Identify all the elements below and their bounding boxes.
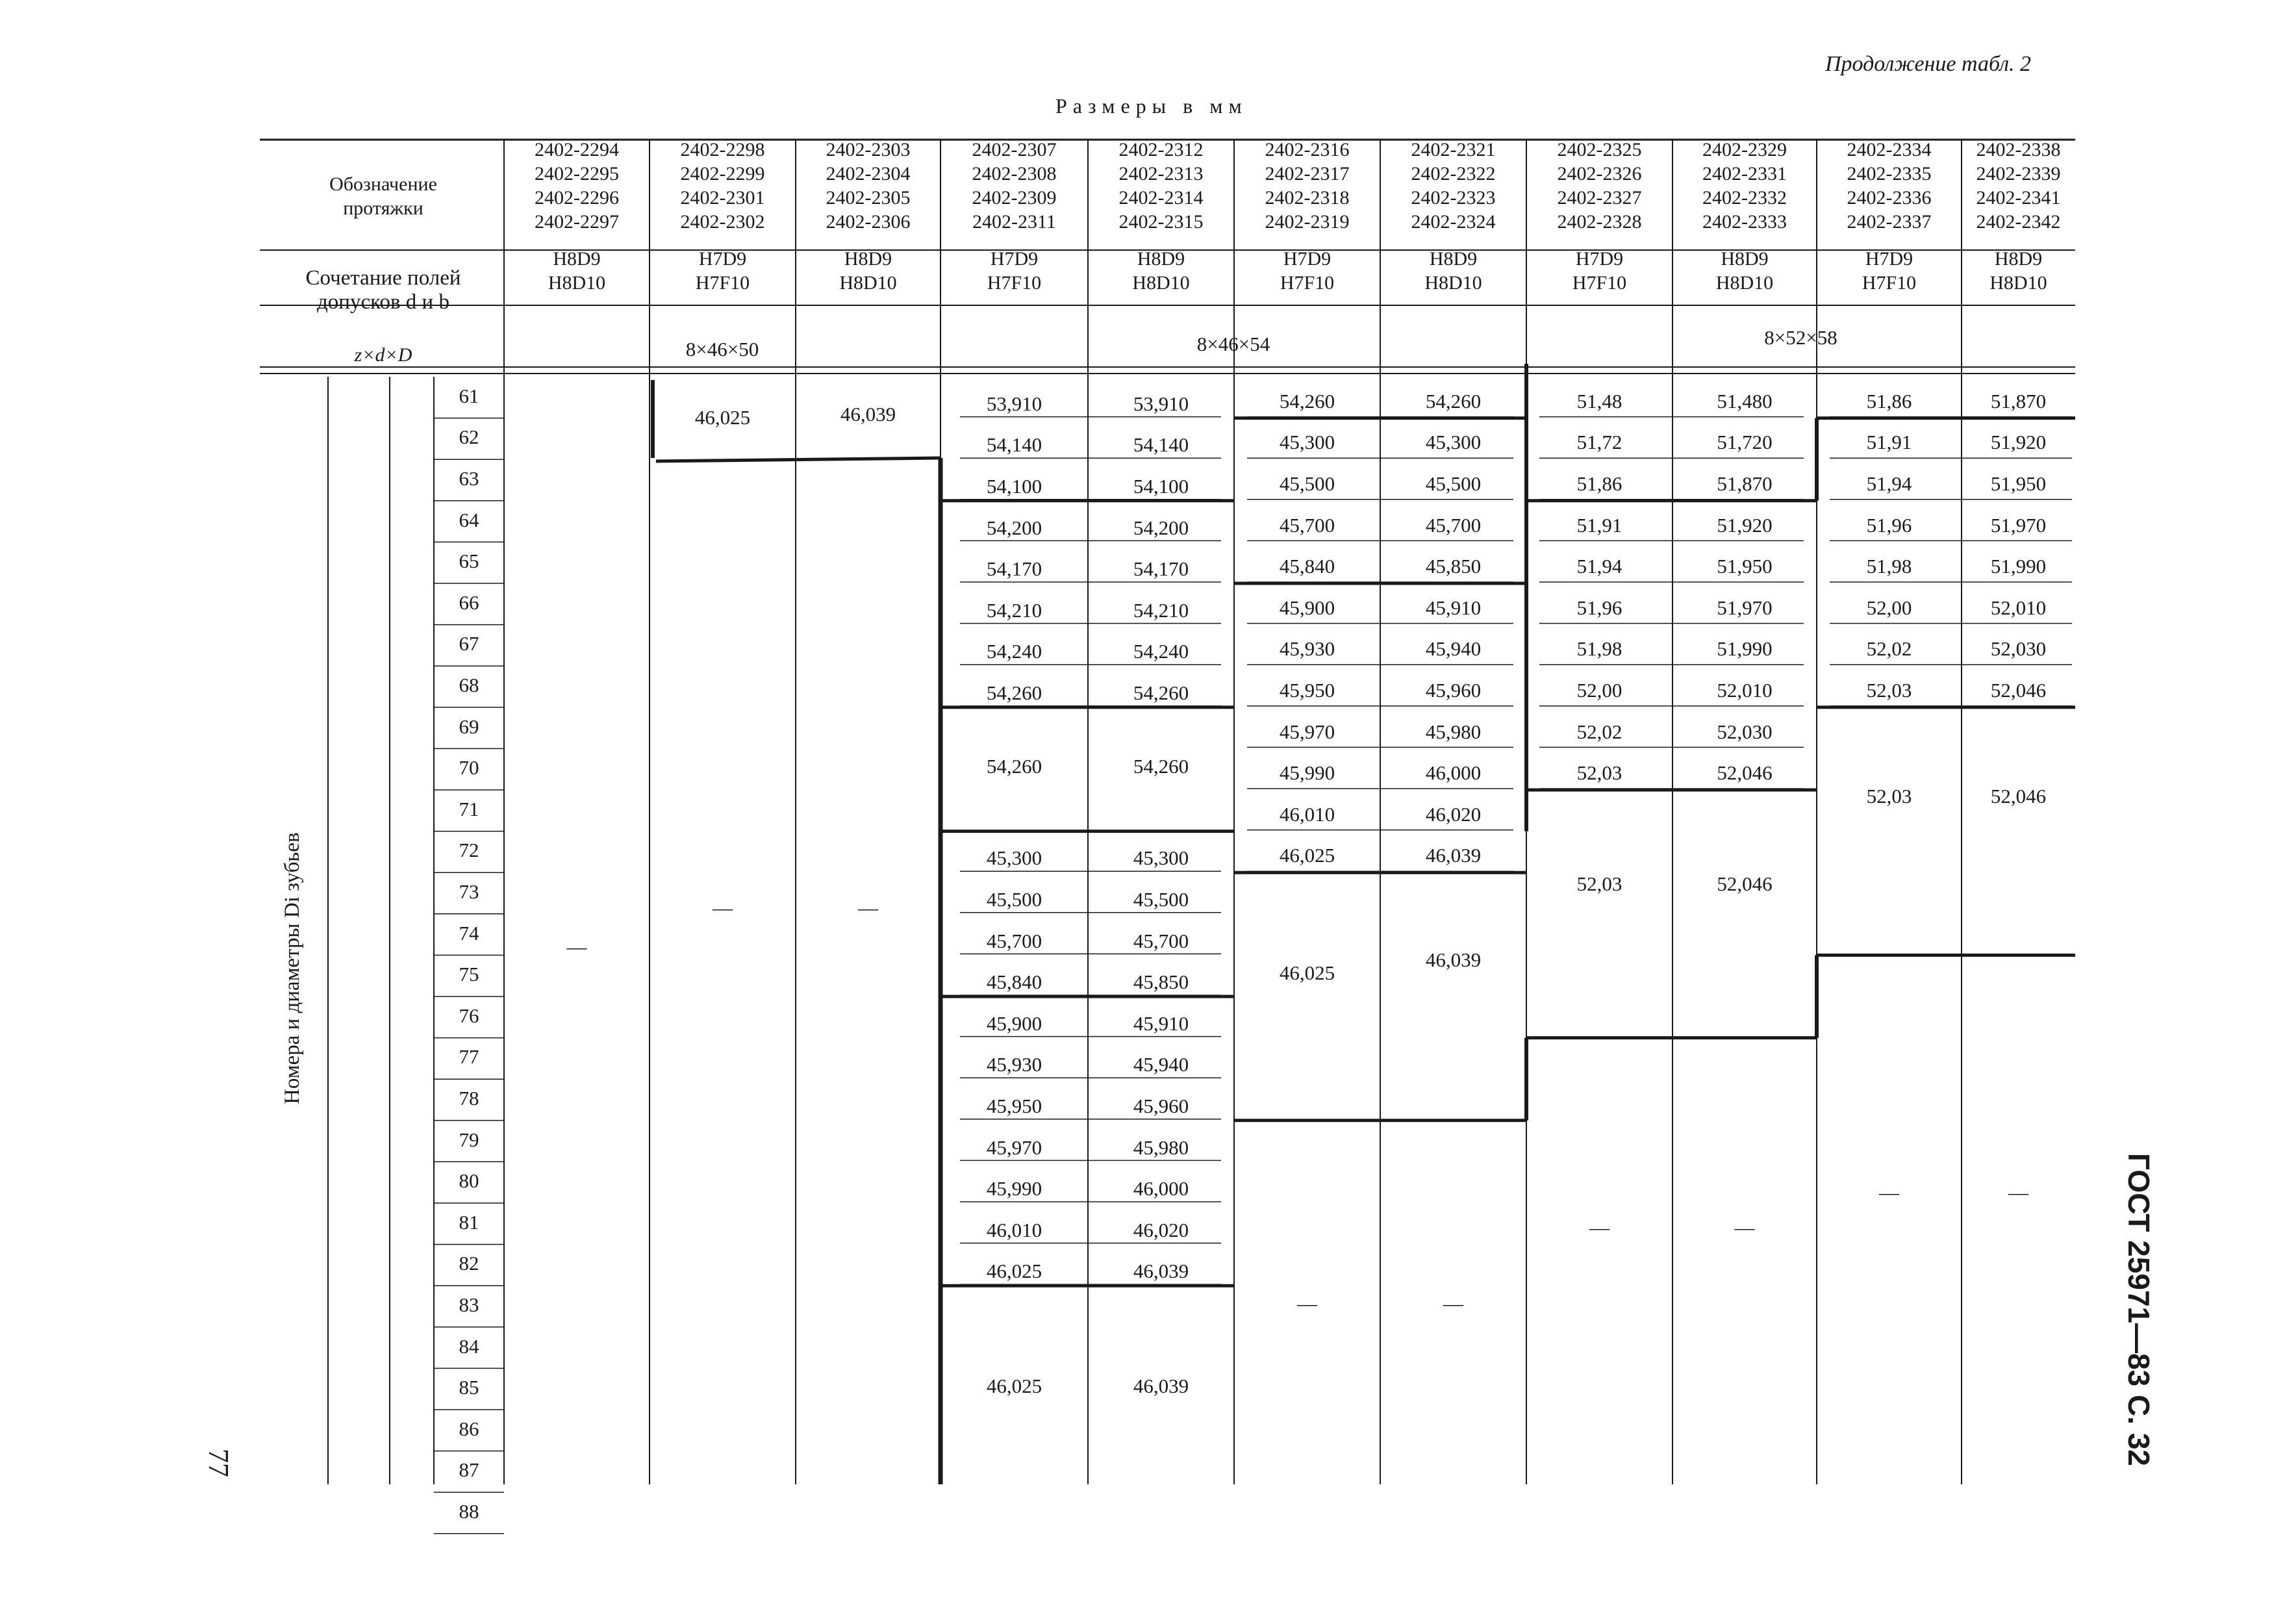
table-cell: 45,700: [986, 929, 1042, 952]
tolerance-code: H7D9: [1283, 248, 1332, 270]
table-cell: 45,700: [1133, 929, 1189, 952]
designation-code: 2402-2336: [1847, 187, 1932, 209]
tolerance-code: H8D10: [1989, 272, 2047, 294]
table-cell: 51,970: [1717, 596, 1773, 619]
table-cell: 52,00: [1576, 679, 1622, 702]
designation-code: 2402-2337: [1847, 211, 1932, 233]
row-number: 86: [459, 1417, 479, 1440]
table-cell: 45,960: [1133, 1095, 1189, 1117]
designation-code: 2402-2304: [826, 163, 911, 184]
designation-code: 2402-2301: [680, 187, 765, 209]
tolerance-code: H8D10: [1132, 272, 1190, 294]
table-cell: 51,94: [1576, 555, 1622, 578]
table-cell: 54,260: [1133, 681, 1189, 704]
tolerance-code: H7D9: [1865, 248, 1913, 270]
table-cell: 45,300: [1279, 431, 1335, 454]
designation-code: 2402-2331: [1702, 163, 1787, 184]
table-cell: 46,039: [1133, 1375, 1189, 1398]
table-cell: 51,990: [1717, 637, 1773, 661]
designation-code: 2402-2327: [1557, 187, 1642, 209]
designation-code: 2402-2313: [1118, 163, 1204, 184]
table-cell: 45,300: [1133, 846, 1189, 870]
table-cell: 52,046: [1990, 679, 2047, 702]
size-group: 8×46×50: [685, 338, 759, 361]
page-number: 77: [203, 1449, 234, 1477]
designation-code: 2402-2329: [1702, 139, 1787, 160]
designation-code: 2402-2295: [535, 163, 619, 184]
table-cell: 45,910: [1133, 1011, 1189, 1035]
table-cell: 45,940: [1133, 1053, 1189, 1076]
designation-code: 2402-2325: [1557, 139, 1642, 160]
table-cell: 51,86: [1576, 472, 1622, 495]
tolerance-code: H8D10: [548, 272, 606, 294]
designation-code: 2402-2305: [826, 187, 911, 209]
tolerance-code: H8D10: [839, 272, 897, 294]
tolerance-code: H8D9: [1994, 248, 2043, 270]
units-label: Размеры в мм: [1055, 94, 1248, 118]
designation-code: 2402-2332: [1702, 187, 1787, 209]
table-cell: 45,840: [1279, 555, 1335, 578]
tolerance-code: H7F10: [695, 272, 750, 294]
empty-dash: —: [2008, 1181, 2028, 1204]
table-cell: 45,980: [1133, 1136, 1189, 1159]
row-number: 88: [459, 1500, 479, 1523]
table-cell: 51,98: [1866, 555, 1912, 578]
table-cell: 54,260: [1279, 389, 1335, 412]
table-cell: 46,010: [1279, 802, 1335, 826]
empty-dash: —: [1589, 1216, 1610, 1239]
designation-code: 2402-2309: [972, 187, 1057, 209]
row-number: 72: [459, 839, 479, 862]
row-number: 70: [459, 756, 479, 780]
row-number: 83: [459, 1293, 479, 1316]
table-cell: 45,970: [986, 1136, 1042, 1159]
table-cell: 54,240: [1133, 640, 1189, 663]
table-cell: 46,010: [986, 1218, 1042, 1241]
table-cell: 51,950: [1990, 472, 2047, 495]
row-number: 66: [459, 590, 479, 614]
row-number: 67: [459, 632, 479, 655]
table-cell: 52,03: [1576, 761, 1622, 785]
table-cell: 52,046: [1990, 785, 2047, 807]
designation-code: 2402-2294: [535, 139, 619, 160]
tolerance-code: H8D9: [553, 248, 601, 270]
table-cell: 54,260: [1133, 755, 1189, 778]
table-cell: 45,950: [986, 1095, 1042, 1117]
table-cell: 54,260: [1425, 389, 1482, 412]
designation-code: 2402-2335: [1847, 163, 1932, 184]
row-number: 69: [459, 715, 479, 738]
table-cell: 51,86: [1866, 389, 1912, 412]
table-cell: 46,025: [986, 1260, 1042, 1283]
designation-code: 2402-2339: [1976, 163, 2061, 184]
size-label: z×d×D: [354, 344, 412, 366]
table-cell: 45,930: [986, 1053, 1042, 1076]
row-number: 79: [459, 1128, 479, 1151]
table-cell: 45,990: [1279, 761, 1335, 785]
empty-dash: —: [566, 935, 587, 958]
designation-code: 2402-2317: [1265, 163, 1350, 184]
designation-code: 2402-2326: [1557, 163, 1642, 184]
table-cell: 45,930: [1279, 637, 1335, 661]
table-cell: 45,840: [986, 971, 1042, 994]
designation-code: 2402-2316: [1265, 139, 1350, 160]
table-cell: 52,010: [1990, 596, 2047, 619]
empty-dash: —: [1734, 1216, 1755, 1239]
table-cell: 45,850: [1425, 555, 1482, 578]
empty-dash: —: [713, 896, 733, 919]
designation-code: 2402-2307: [972, 139, 1057, 160]
table-cell: 45,910: [1425, 596, 1482, 619]
designation-code: 2402-2296: [535, 187, 619, 209]
table-cell: 51,72: [1576, 431, 1622, 454]
row-number: 87: [459, 1458, 479, 1482]
table-cell: 46,000: [1133, 1177, 1189, 1200]
table-cell: 53,910: [1133, 392, 1189, 415]
tolerance-code: H8D10: [1424, 272, 1482, 294]
row-number: 75: [459, 963, 479, 986]
row-number: 76: [459, 1004, 479, 1027]
row-number: 77: [459, 1045, 479, 1069]
tolerance-code: H7F10: [987, 272, 1042, 294]
designation-code: 2402-2306: [826, 211, 911, 233]
table-cell: 51,870: [1990, 389, 2047, 412]
row-number: 84: [459, 1334, 479, 1358]
table-cell: 52,030: [1990, 637, 2047, 661]
row-number: 74: [459, 921, 479, 945]
table-cell: 51,870: [1717, 472, 1773, 495]
designation-code: 2402-2318: [1265, 187, 1350, 209]
designation-code: 2402-2319: [1265, 211, 1350, 233]
designation-code: 2402-2302: [680, 211, 765, 233]
designation-code: 2402-2338: [1976, 139, 2061, 160]
designation-code: 2402-2308: [972, 163, 1057, 184]
table-cell: 52,02: [1576, 720, 1622, 743]
designation-code: 2402-2314: [1118, 187, 1204, 209]
table-cell: 46,025: [1279, 844, 1335, 867]
tolerance-code: H8D10: [1715, 272, 1774, 294]
tolerance-label-text: Сочетание полей допусков d и b: [305, 266, 461, 314]
table-cell: 51,920: [1717, 513, 1773, 537]
table-cell: 54,170: [1133, 557, 1189, 581]
table-cell: 51,48: [1576, 389, 1622, 412]
row-number: 73: [459, 880, 479, 903]
designation-code: 2402-2333: [1702, 211, 1787, 233]
table-cell: 45,500: [1133, 888, 1189, 911]
table-cell: 54,100: [1133, 475, 1189, 498]
table-cell: 52,046: [1717, 761, 1773, 785]
table-cell: 51,970: [1990, 513, 2047, 537]
row-number: 63: [459, 467, 479, 490]
designation-code: 2402-2342: [1976, 211, 2061, 233]
table-cell: 45,900: [986, 1011, 1042, 1035]
table-cell: 52,030: [1717, 720, 1773, 743]
table-cell: 46,039: [1425, 844, 1482, 867]
table-cell: 54,240: [986, 640, 1042, 663]
table-cell: 45,850: [1133, 971, 1189, 994]
designation-code: 2402-2334: [1847, 139, 1932, 160]
table-cell: 54,140: [1133, 433, 1189, 457]
table-cell: 46,039: [1425, 948, 1482, 972]
table-cell: 45,990: [986, 1177, 1042, 1200]
row-number: 61: [459, 384, 479, 407]
designation-code: 2402-2297: [535, 211, 619, 233]
size-group: 8×46×54: [1196, 333, 1270, 355]
table-cell: 51,720: [1717, 431, 1773, 454]
row-number: 82: [459, 1252, 479, 1275]
table-cell: 45,950: [1279, 679, 1335, 702]
designation-code: 2402-2324: [1411, 211, 1496, 233]
table-cell: 46,039: [840, 403, 896, 425]
table-cell: 52,010: [1717, 679, 1773, 702]
table-cell: 52,00: [1866, 596, 1912, 619]
row-number: 81: [459, 1210, 479, 1234]
rows-label: Номера и диаметры Di зубьев: [281, 832, 304, 1104]
designation-code: 2402-2311: [972, 211, 1056, 233]
table-cell: 51,990: [1990, 555, 2047, 578]
table-cell: 54,210: [986, 598, 1042, 622]
table-cell: 52,03: [1866, 785, 1912, 807]
table-cell: 46,020: [1425, 802, 1482, 826]
table-cell: 45,700: [1425, 513, 1482, 537]
designation-label-text: Обозначение протяжки: [329, 173, 437, 219]
table-cell: 46,025: [986, 1375, 1042, 1398]
table-cell: 51,920: [1990, 431, 2047, 454]
table-cell: 51,480: [1717, 389, 1773, 412]
gost-code: ГОСТ 25971—83 С. 32: [2122, 1153, 2156, 1467]
empty-dash: —: [1297, 1292, 1317, 1315]
table-cell: 45,980: [1425, 720, 1482, 743]
table-cell: 46,025: [1279, 961, 1335, 985]
row-number: 65: [459, 550, 479, 573]
table-cell: 53,910: [986, 392, 1042, 415]
table-cell: 52,03: [1866, 679, 1912, 702]
table-cell: 54,200: [986, 516, 1042, 539]
table-cell: 54,170: [986, 557, 1042, 581]
table-cell: 46,020: [1133, 1218, 1189, 1241]
row-number: 68: [459, 674, 479, 696]
table-continuation-caption: Продолжение табл. 2: [1825, 52, 2032, 76]
table-cell: 45,900: [1279, 596, 1335, 619]
tolerance-code: H8D9: [1429, 248, 1478, 270]
table-cell: 45,300: [1425, 431, 1482, 454]
row-number: 62: [459, 425, 479, 449]
table-cell: 54,200: [1133, 516, 1189, 539]
empty-dash: —: [1879, 1181, 1899, 1204]
table-cell: 52,03: [1576, 872, 1622, 896]
table-cell: 45,500: [1279, 472, 1335, 495]
tolerance-code: H7D9: [1575, 248, 1624, 270]
table-cell: 51,91: [1576, 513, 1622, 537]
designation-code: 2402-2299: [680, 163, 765, 184]
table-cell: 54,210: [1133, 598, 1189, 622]
tolerance-code: H7D9: [990, 248, 1039, 270]
designation-code: 2402-2321: [1411, 139, 1496, 160]
tolerance-code: H7F10: [1572, 272, 1627, 294]
designation-code: 2402-2328: [1557, 211, 1642, 233]
table-cell: 51,94: [1866, 472, 1912, 495]
row-number: 64: [459, 508, 479, 531]
designation-code: 2402-2298: [680, 139, 765, 160]
tolerance-code: H7D9: [698, 248, 747, 270]
table-cell: 45,940: [1425, 637, 1482, 661]
table-cell: 46,000: [1425, 761, 1482, 785]
table-cell: 52,02: [1866, 637, 1912, 661]
row-number: 85: [459, 1376, 479, 1399]
designation-code: 2402-2312: [1118, 139, 1204, 160]
table-cell: 51,96: [1576, 596, 1622, 619]
thick-rule: [656, 458, 941, 461]
designation-code: 2402-2341: [1976, 187, 2061, 209]
tolerance-code: H8D9: [1721, 248, 1769, 270]
tolerance-code: H8D9: [1137, 248, 1185, 270]
table-cell: 54,260: [986, 755, 1042, 778]
table-cell: 51,96: [1866, 513, 1912, 537]
designation-code: 2402-2315: [1118, 211, 1204, 233]
table-cell: 52,046: [1717, 872, 1773, 896]
row-number: 80: [459, 1169, 479, 1193]
table-cell: 51,91: [1866, 431, 1912, 454]
table-cell: 45,500: [986, 888, 1042, 911]
tolerance-code: H7F10: [1862, 272, 1917, 294]
table-cell: 46,039: [1133, 1260, 1189, 1283]
designation-code: 2402-2303: [826, 139, 911, 160]
size-group: 8×52×58: [1764, 326, 1837, 349]
table-cell: 51,98: [1576, 637, 1622, 661]
tolerance-code: H7F10: [1280, 272, 1335, 294]
tolerance-code: H8D9: [844, 248, 892, 270]
table-cell: 45,300: [986, 846, 1042, 870]
table-cell: 45,700: [1279, 513, 1335, 537]
table-cell: 45,970: [1279, 720, 1335, 743]
table-cell: 45,500: [1425, 472, 1482, 495]
table-cell: 51,950: [1717, 555, 1773, 578]
table-cell: 45,960: [1425, 679, 1482, 702]
table-cell: 54,100: [986, 475, 1042, 498]
table-cell: 46,025: [694, 406, 751, 429]
designation-code: 2402-2323: [1411, 187, 1496, 209]
table-cell: 54,260: [986, 681, 1042, 704]
row-number: 78: [459, 1087, 479, 1110]
row-number: 71: [459, 797, 479, 820]
empty-dash: —: [858, 896, 878, 919]
empty-dash: —: [1443, 1292, 1463, 1315]
table-cell: 54,140: [986, 433, 1042, 457]
designation-code: 2402-2322: [1411, 163, 1496, 184]
